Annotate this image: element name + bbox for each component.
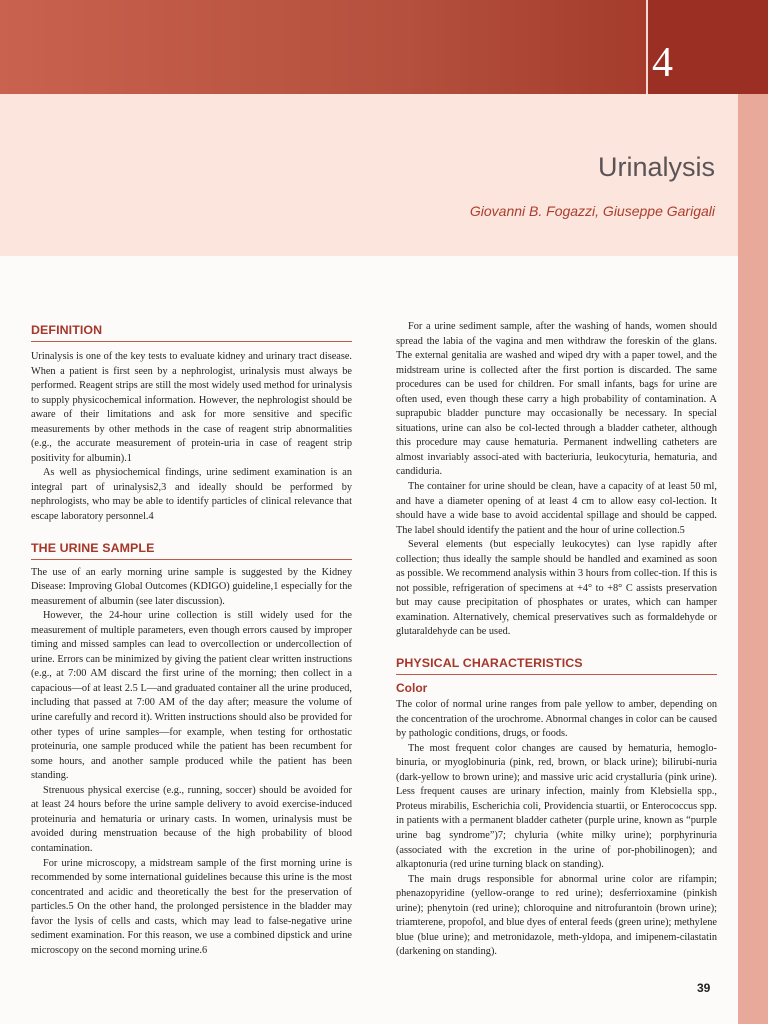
physical-characteristics-heading: PHYSICAL CHARACTERISTICS (396, 653, 717, 675)
definition-heading: DEFINITION (31, 320, 352, 342)
chapter-header-band (0, 0, 738, 94)
collection-paragraph-1: For a urine sediment sample, after the washing of hands, women should spread the labia of the vagina and men withdraw the foreskin of the glans. The external genitalia are washed and wiped dry with a paper towel, and the midstream urine is collected after the first portion is discarded. The same procedures can be used for children. For small infants, bags for urine are often used, even though these carry a high probability of contamination. A suprapubic bladder puncture may occasionally be necessary. In special situations, urine can also be col-lected through a bladder catheter, although this procedure may cause hematuria. Permanent indwelling catheters are almost invariably associ-ated with bacteriuria, leukocyturia, hematuria, and candiduria. (396, 321, 717, 478)
collection-paragraph-2: The container for urine should be clean, have a capacity of at least 50 ml, and have a diameter opening of at least 4 cm to allow easy col-lection. It should have a wide base to avoid accidental spillage and should be capped. The label should identify the patient and the hour of urine collection.5 (396, 481, 717, 536)
urine-sample-paragraph-4: For urine microscopy, a midstream sample of the first morning urine is recommended by some international guidelines because this urine is the most concentrated and acidic and theoretically the best for the preservation of particles.5 On the other hand, the prolonged persistence in the bladder may favor the lysis of cells and casts, which may lead to false-negative urine sediment examination. For this reason, we use a combined dipstick and urine microscopy on the second morning urine.6 (31, 857, 352, 956)
color-paragraph-1: The color of normal urine ranges from pale yellow to amber, depending on the concentration of the urochrome. Abnormal changes in color can be caused by pathologic conditions, drugs, or foods. (396, 699, 717, 740)
urine-sample-paragraph-1: The use of an early morning urine sample is suggested by the Kidney Disease: Improving Global Outcomes (KDIGO) guideline,1 especially for the measurement of albumin (see later discussion). (31, 566, 352, 607)
left-column (31, 320, 352, 958)
urine-sample-paragraph-2: However, the 24-hour urine collection is still widely used for the measurement of multiple parameters, even though errors caused by improper timing and missed samples can lead to overcollection or undercollection of urine. Errors can be minimized by giving the patient clear written instructions (e.g., at 7:00 AM discard the first urine of the morning; then collect in a capacious—of at least 2.5 L—and graduated container all the urine produced, including that passed at 7:00 AM of the day after; measure the volume of urine carefully and record it). Written instructions should also be provided for other types of urine samples—for example, when testing for orthostatic proteinuria, one sample produced while the patient has been recumbent for some hours, and another sample produced while the patient has been standing. (31, 610, 352, 782)
page-number: 39 (697, 981, 711, 995)
urine-sample-paragraph-3: Strenuous physical exercise (e.g., running, soccer) should be avoided for at least 24 hours before the urine sample delivery to avoid exercise-induced proteinuria and hematuria or urinary casts. In women, urinalysis must be avoided during menstruation because of the high probability of blood contamination. (31, 784, 352, 854)
chapter-authors: Giovanni B. Fogazzi, Giuseppe Garigali (469, 203, 715, 219)
right-column (396, 320, 717, 960)
side-strip (738, 94, 768, 1024)
color-paragraph-3: The main drugs responsible for abnormal urine color are rifampin; phenazopyridine (yellow-orange to red urine); desferrioxamine (pinkish urine); phenytoin (red urine); chloroquine and nitrofurantoin (brown urine); triamterene, propofol, and blue dyes of enteral feeds (green urine); methylene blue (blue urine); and metronidazole, meth-yldopa, and imipenem-cilastatin (darkening on standing). (396, 873, 717, 958)
chapter-title: Urinalysis (597, 152, 715, 182)
definition-paragraph-2: As well as physiochemical findings, urine sediment examination is an integral part of urinalysis2,3 and ideally should be performed by nephrologists, who may be able to identify particles of clinical relevance that escape laboratory personnel.4 (31, 467, 352, 523)
definition-paragraph-1: Urinalysis is one of the key tests to evaluate kidney and urinary tract disease. When a patient is first seen by a nephrologist, urinalysis must always be performed. Reagent strips are still the most widely used method for urinalysis to supply physicochemical information. However, the nephrologist should be aware of their limitations and ask for more sensitive and specific measurements by other methods in the case of reagent strip abnormalities (e.g., the accurate measurement of protein-uria in case of reagent strip positivity for albumin).1 (31, 351, 352, 464)
color-subheading: Color (396, 681, 428, 696)
urine-sample-heading: THE URINE SAMPLE (31, 538, 352, 560)
collection-paragraph-3: Several elements (but especially leukocytes) can lyse rapidly after collection; thus ideally the sample should be handled and examined as soon as possible. We recommend analysis within 3 hours from collec-tion. If this is not possible, refrigeration of specimens at +4° to +8° C assists preservation but may cause precipitation of phosphates or urates, which can hamper examination. Alternatively, chemical preservatives such as formaldehyde or glutaraldehyde can be used. (396, 539, 717, 638)
color-paragraph-2: The most frequent color changes are caused by hematuria, hemoglo-binuria, or myoglobinuria (pink, red, brown, or black urine); bilirubi-nuria (dark-yellow to brown urine); and massive uric acid crystalluria (pink urine). Less frequent causes are urinary infection, mainly from Klebsiella spp., Proteus mirabilis, Escherichia coli, Providencia stuartii, or Enterococcus spp. in patients with a permanent bladder catheter (purple urine, known as “purple urine bag syndrome”)7; chyluria (white milky urine); porphyrinuria (associated with the excretion in the urine of por-phobilinogen); and alkaptonuria (red urine turning black on standing). (396, 742, 717, 871)
chapter-number: 4 (652, 40, 673, 86)
